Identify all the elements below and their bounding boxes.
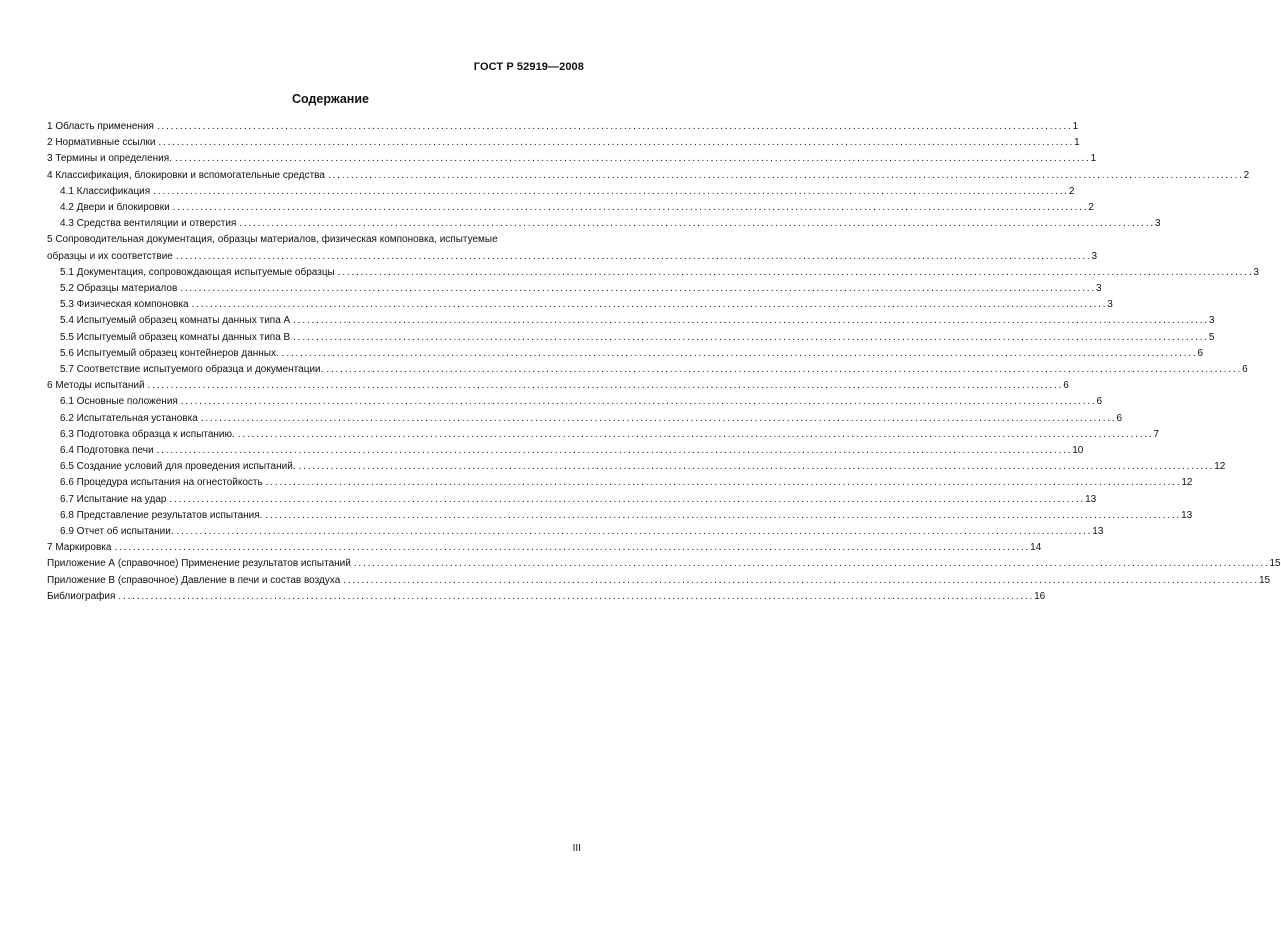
toc-page-number: 2: [1068, 185, 1075, 197]
toc-entry[interactable]: [47, 394, 1103, 410]
toc-entry[interactable]: [47, 459, 1226, 475]
toc-entry-text: 6 Методы испытаний: [47, 380, 145, 392]
toc-page-number: 6: [1063, 380, 1069, 392]
toc-entry[interactable]: [47, 281, 1102, 297]
toc-leader-dots: ........................................................................................................................................................................................................: [293, 331, 1209, 343]
toc-entry-text: 5.7 Соответствие испытуемого образца и документации.: [60, 364, 324, 376]
toc-entry-text: 6.7 Испытание на удар: [60, 493, 167, 505]
toc-entry[interactable]: [47, 556, 1281, 572]
toc-page-number: 6: [1116, 412, 1123, 424]
toc-entry-text: 7 Маркировка: [47, 542, 112, 554]
toc-entry-text: 5.4 Испытуемый образец комнаты данных типа А: [60, 315, 291, 327]
toc-page-number: 6: [1197, 347, 1204, 359]
toc-entry[interactable]: [47, 378, 1069, 394]
toc-entry[interactable]: [47, 362, 1248, 378]
toc-page-number: 14: [1030, 542, 1042, 554]
toc-entry[interactable]: [47, 540, 1042, 556]
toc-entry[interactable]: [47, 216, 1161, 232]
document-code: ГОСТ Р 52919—2008: [473, 61, 584, 73]
toc-entry-text: 5.2 Образцы материалов: [60, 283, 178, 295]
toc-leader-dots: ........................................................................................................................................................................................................: [353, 558, 1270, 570]
table-of-contents: [47, 119, 1281, 605]
toc-leader-dots: ........................................................................................................................................................................................................: [174, 153, 1091, 165]
toc-page-number: 3: [1095, 283, 1102, 295]
toc-leader-dots: ........................................................................................................................................................................................................: [265, 509, 1182, 521]
toc-leader-dots: ........................................................................................................................................................................................................: [327, 169, 1244, 181]
toc-entry-text: Приложение А (справочное) Применение результатов испытаний: [47, 558, 351, 570]
toc-entry-text: 1 Область применения: [47, 121, 154, 132]
toc-page-number: 1: [1090, 153, 1097, 165]
toc-page-number: 13: [1085, 493, 1097, 505]
toc-entry-text-continued: образцы и их соответствие: [47, 250, 173, 262]
toc-entry-text: 4.3 Средства вентиляции и отверстия: [60, 218, 237, 230]
toc-entry[interactable]: [47, 475, 1193, 491]
toc-page-number: 2: [1243, 169, 1250, 181]
toc-page-number: 12: [1214, 461, 1226, 473]
toc-page-number: 3: [1155, 218, 1161, 230]
toc-leader-dots: ........................................................................................................................................................................................................: [156, 445, 1073, 457]
toc-leader-dots: ........................................................................................................................................................................................................: [158, 137, 1075, 149]
toc-page-number: 1: [1074, 137, 1080, 149]
toc-entry-text: 5 Сопроводительная документация, образцы материалов, физическая компоновка, испытуемые: [47, 234, 498, 246]
toc-leader-dots: ........................................................................................................................................................................................................: [343, 574, 1259, 586]
toc-entry-text: 6.5 Создание условий для проведения испытаний.: [60, 461, 296, 473]
toc-entry[interactable]: [47, 492, 1097, 508]
toc-entry[interactable]: [47, 184, 1075, 200]
toc-entry[interactable]: [47, 346, 1204, 362]
toc-leader-dots: ........................................................................................................................................................................................................: [298, 461, 1215, 473]
toc-entry[interactable]: [47, 200, 1094, 216]
toc-page-number: 2: [1088, 202, 1094, 214]
toc-entry-text: 6.6 Процедура испытания на огнестойкость: [60, 477, 263, 489]
toc-leader-dots: ........................................................................................................................................................................................................: [293, 315, 1209, 327]
toc-entry-text: 6.3 Подготовка образца к испытанию.: [60, 428, 235, 440]
toc-entry-text: 5.1 Документация, сопровождающая испытуемые образцы: [60, 266, 335, 278]
toc-page-number: 3: [1253, 266, 1259, 278]
toc-entry[interactable]: [47, 508, 1193, 524]
toc-leader-dots: ........................................................................................................................................................................................................: [147, 380, 1064, 392]
page-number: III: [572, 843, 581, 854]
toc-entry[interactable]: [47, 297, 1113, 313]
toc-entry[interactable]: [47, 313, 1215, 329]
toc-leader-dots: ........................................................................................................................................................................................................: [176, 526, 1093, 538]
toc-page-number: 3: [1208, 315, 1215, 327]
toc-leader-dots: ........................................................................................................................................................................................................: [172, 202, 1089, 214]
toc-entry-text: 3 Термины и определения.: [47, 153, 172, 165]
toc-entry-text: 6.1 Основные положения: [60, 396, 178, 408]
toc-page-number: 13: [1181, 509, 1193, 521]
toc-leader-dots: ........................................................................................................................................................................................................: [180, 283, 1096, 295]
toc-page-number: 3: [1091, 250, 1098, 262]
toc-page-number: 1: [1072, 121, 1079, 132]
toc-entry-text: 6.9 Отчет об испытании.: [60, 526, 174, 538]
toc-entry[interactable]: [47, 135, 1080, 151]
toc-leader-dots: ........................................................................................................................................................................................................: [114, 542, 1031, 554]
toc-entry[interactable]: [47, 265, 1259, 281]
toc-leader-dots: ........................................................................................................................................................................................................: [156, 121, 1073, 132]
toc-leader-dots: ........................................................................................................................................................................................................: [200, 412, 1117, 424]
toc-entry-text: 5.5 Испытуемый образец комнаты данных типа В: [60, 331, 291, 343]
toc-entry[interactable]: [47, 232, 1098, 264]
toc-leader-dots: ........................................................................................................................................................................................................: [265, 477, 1182, 489]
toc-page-number: 16: [1034, 590, 1046, 602]
toc-page-number: 6: [1096, 396, 1103, 408]
toc-leader-dots: ........................................................................................................................................................................................................: [326, 364, 1243, 376]
toc-entry-text: 5.6 Испытуемый образец контейнеров данных.: [60, 347, 279, 359]
toc-leader-dots: ........................................................................................................................................................................................................: [191, 299, 1108, 311]
toc-entry-text: 6.8 Представление результатов испытания.: [60, 509, 263, 521]
toc-leader-dots: ........................................................................................................................................................................................................: [153, 185, 1069, 197]
toc-leader-dots: ........................................................................................................................................................................................................: [237, 428, 1154, 440]
toc-entry-text: 2 Нормативные ссылки: [47, 137, 156, 149]
toc-page-number: 10: [1072, 445, 1084, 457]
toc-entry-text: Библиография: [47, 590, 116, 602]
toc-entry[interactable]: [47, 151, 1097, 167]
toc-leader-dots: ........................................................................................................................................................................................................: [281, 347, 1198, 359]
toc-entry[interactable]: [47, 443, 1084, 459]
page-title: Содержание: [291, 92, 369, 106]
toc-entry-text: 6.2 Испытательная установка: [60, 412, 198, 424]
toc-page-number: 15: [1269, 558, 1281, 570]
toc-page-number: 15: [1258, 574, 1271, 586]
toc-entry[interactable]: [47, 573, 1271, 589]
toc-page-number: 7: [1153, 428, 1160, 440]
toc-entry[interactable]: [47, 411, 1123, 427]
toc-page-number: 13: [1092, 526, 1104, 538]
toc-page-number: 12: [1181, 477, 1193, 489]
toc-entry-text: 4.2 Двери и блокировки: [60, 202, 170, 214]
toc-entry[interactable]: [47, 119, 1079, 135]
toc-entry[interactable]: [47, 524, 1104, 540]
toc-entry-text: 4 Классификация, блокировки и вспомогательные средства: [47, 169, 325, 181]
toc-entry-text: 5.3 Физическая компоновка: [60, 299, 189, 311]
toc-page-number: 5: [1208, 331, 1215, 343]
toc-entry-text: 4.1 Классификация: [60, 185, 151, 197]
toc-entry[interactable]: [47, 427, 1160, 443]
toc-leader-dots: ........................................................................................................................................................................................................: [239, 218, 1155, 230]
toc-entry[interactable]: [47, 330, 1215, 346]
toc-page-number: 3: [1107, 299, 1113, 311]
toc-entry-text: 6.4 Подготовка печи: [60, 445, 154, 457]
toc-page-number: 6: [1242, 364, 1248, 376]
toc-leader-dots: ........................................................................................................................................................................................................: [169, 493, 1086, 505]
toc-leader-dots: ........................................................................................................................................................................................................: [175, 250, 1092, 262]
toc-entry[interactable]: [47, 589, 1046, 605]
toc-leader-dots: ........................................................................................................................................................................................................: [180, 396, 1097, 408]
toc-leader-dots: ........................................................................................................................................................................................................: [337, 266, 1254, 278]
toc-entry-text: Приложение В (справочное) Давление в печи и состав воздуха: [47, 574, 341, 586]
toc-entry[interactable]: [47, 168, 1250, 184]
toc-leader-dots: ........................................................................................................................................................................................................: [118, 590, 1035, 602]
